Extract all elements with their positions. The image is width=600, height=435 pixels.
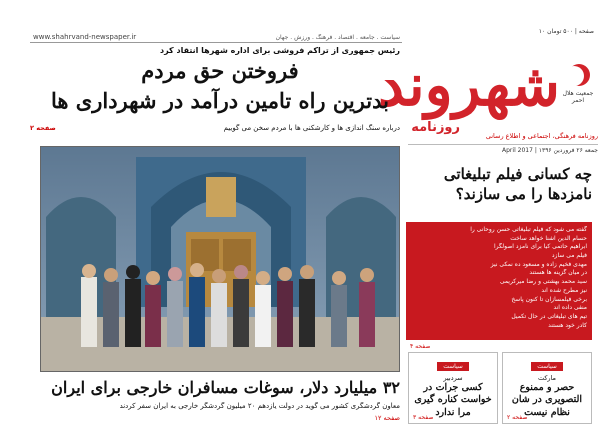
teaser-tag: سیاست xyxy=(531,362,563,371)
main-headline-line1[interactable]: فروختن حق مردم xyxy=(141,58,299,83)
newspaper-logo: شهروند xyxy=(378,51,560,119)
side-item: سید محمد بهشتی و رضا میرکریمی xyxy=(499,278,587,286)
side-headline[interactable]: چه کسانی فیلم تبلیغاتی نامزدها را می سازند؟ xyxy=(443,165,592,204)
top-divider xyxy=(30,42,402,43)
side-item: در میان گزینه ها هستند xyxy=(529,269,587,277)
main-headline-line2[interactable]: بدترین راه تامین درآمد در شهرداری ها xyxy=(51,88,389,113)
side-item: فیلم می سازد xyxy=(551,252,587,260)
price-info: ۱۰ صفحه | ۵۰۰ تومان xyxy=(538,28,594,35)
teaser-page-ref: صفحه ۲ xyxy=(507,414,528,421)
side-item: برخی فیلمسازان تا کنون پاسخ xyxy=(511,295,587,303)
section-line: سیاست . جامعه . اقتصاد . فرهنگ . ورزش . جهان xyxy=(275,34,400,41)
side-item: مهدی فخیم زاده و مسعود ده نمکی نیز xyxy=(490,260,587,268)
teaser-kicker: مارکت xyxy=(537,374,557,382)
masthead-tagline: روزنامه فرهنگی، اجتماعی و اطلاع رسانی xyxy=(485,132,598,140)
teaser-box-right[interactable] xyxy=(502,352,592,424)
teaser-tag: سیاست xyxy=(437,362,469,371)
main-lead: درباره سنگ اندازی ها و کارشکنی ها با مردم سخن می گوییم xyxy=(223,124,400,132)
site-url: www.shahrvand-newspaper.ir xyxy=(33,33,137,41)
teaser-title: حصر و ممنوع التصویری در شان نظام نیست xyxy=(511,382,583,418)
secondary-subline: معاون گردشگری کشور می گوید در دولت یازدهم ۲۰ میلیون گردشگر خارجی به ایران سفر کردند xyxy=(119,402,400,410)
teaser-box-left[interactable] xyxy=(408,352,498,424)
side-item: نیز مطرح شده اند xyxy=(541,286,587,294)
side-item: ابراهیم حاتمی کیا برای نامزد اصولگرا xyxy=(493,243,587,251)
main-page-ref[interactable]: صفحه ۲ xyxy=(30,124,56,132)
red-crescent-icon xyxy=(568,64,590,86)
side-item: کادر خود هستند xyxy=(548,321,587,329)
masthead xyxy=(378,28,600,160)
side-news-box xyxy=(406,222,592,340)
tourists-mosque-photo xyxy=(41,147,400,372)
side-item: تیم های تبلیغاتی در حال تکمیل xyxy=(511,312,587,320)
red-crescent-label: جمعیت هلال احمر xyxy=(562,90,594,104)
main-photo[interactable] xyxy=(40,146,400,372)
side-item: منفی داده اند xyxy=(553,304,587,312)
teaser-title: کسی جرات در خواست کناره گیری مرا ندارد xyxy=(414,382,492,418)
teaser-page-ref: صفحه ۳ xyxy=(413,414,434,421)
main-kicker: رئیس جمهوری از تراکم فروشی برای اداره شهرها انتقاد کرد xyxy=(159,46,400,55)
side-page-ref[interactable]: صفحه ۴ xyxy=(410,343,431,350)
newspaper-logo-prefix: روزنامه xyxy=(411,120,460,135)
issue-info: جمعه ۲۶ فروردین ۱۳۹۶ | April 2017 xyxy=(408,144,598,154)
side-item: حسام الدین آشنا خواهد ساخت xyxy=(510,234,587,242)
teaser-kicker: سردبیر xyxy=(443,374,463,382)
secondary-page-ref[interactable]: صفحه ۱۲ xyxy=(374,414,400,422)
side-item: گفته می شود که فیلم تبلیغاتی حسن روحانی را xyxy=(470,226,587,233)
secondary-headline[interactable]: ۳۲ میلیارد دلار، سوغات مسافران خارجی برای ایران xyxy=(51,378,400,397)
